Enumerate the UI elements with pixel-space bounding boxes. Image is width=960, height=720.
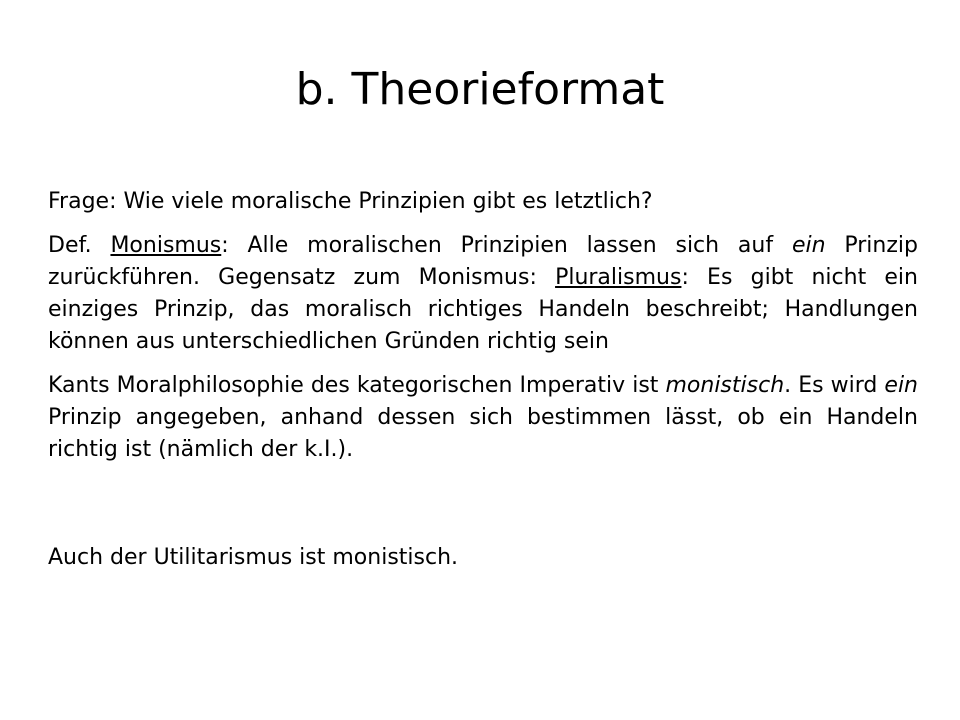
kant-paragraph: [48, 370, 918, 466]
definition-text-2: Prinzip zurückführen. Gegensatz zum Monismus:: [48, 233, 918, 290]
kant-text-2: . Es wird: [784, 373, 885, 398]
utilitarismus-paragraph: Auch der Utilitarismus ist monistisch.: [48, 545, 459, 570]
definition-prefix: Def.: [48, 233, 111, 258]
question-paragraph: Frage: Wie viele moralische Prinzipien gibt es letztlich?: [48, 189, 653, 214]
monismus-term: Monismus: [110, 233, 222, 258]
definition-paragraph: [48, 230, 918, 358]
kant-text-1: Kants Moralphilosophie des kategorischen Imperativ ist: [48, 373, 666, 398]
ein-emphasis: ein: [791, 233, 826, 258]
definition-text-3: : Es gibt nicht ein einziges Prinzip, das moralisch richtiges Handeln beschreibt; Handlungen können aus unterschiedlichen Gründen richtig sein: [48, 265, 918, 354]
definition-text-1: : Alle moralischen Prinzipien lassen sich auf: [221, 233, 792, 258]
kant-text-3: Prinzip angegeben, anhand dessen sich bestimmen lässt, ob ein Handeln richtig ist (nämlich der k.I.).: [48, 405, 918, 462]
slide-body: [48, 186, 918, 574]
monistisch-emphasis: monistisch: [665, 373, 785, 398]
slide-title: b. Theorieformat: [295, 64, 665, 115]
pluralismus-term: Pluralismus: [555, 265, 682, 290]
ein-emphasis-2: ein: [884, 373, 918, 398]
